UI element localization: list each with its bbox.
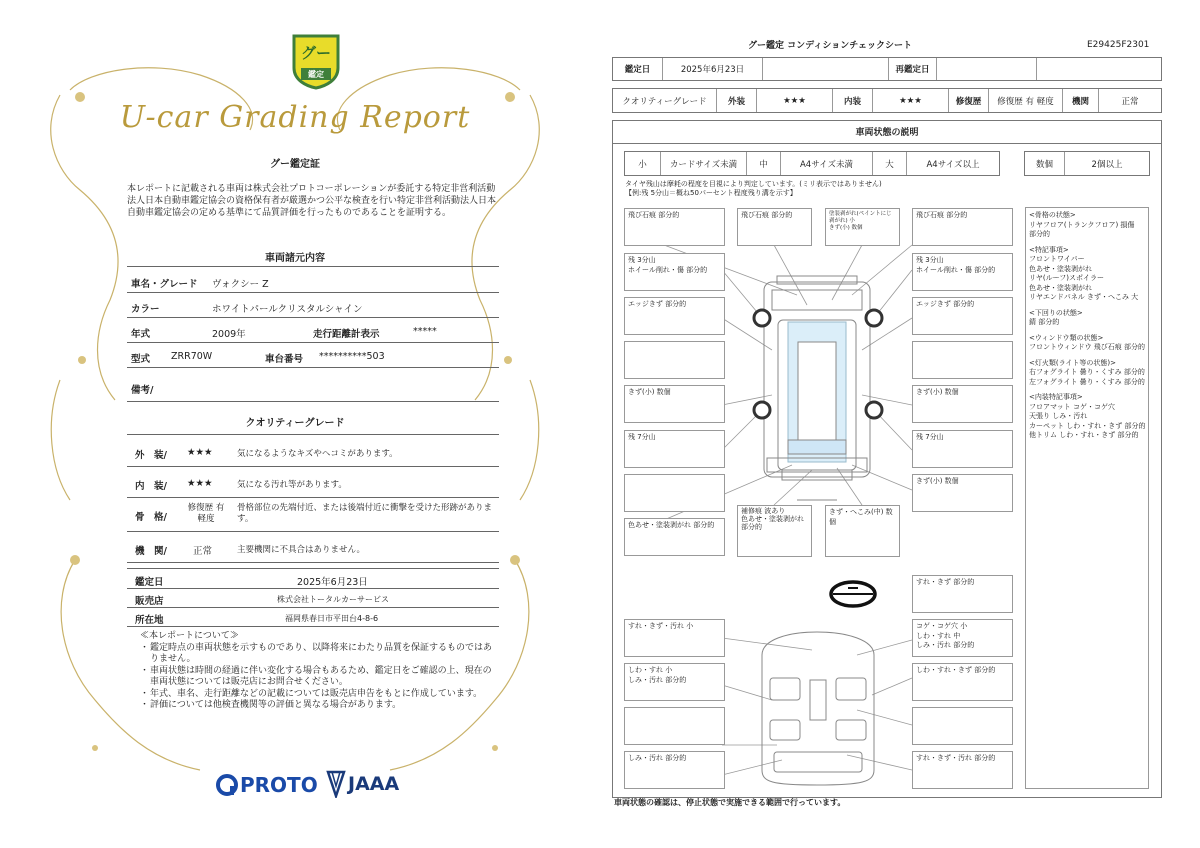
- steering-wheel-icon: [831, 582, 875, 606]
- car-exterior-view: [764, 276, 870, 500]
- ext-right-rear-door: きず(小) 数個: [912, 385, 1013, 423]
- remarks-label: 備考/: [131, 385, 154, 396]
- quality-table: クオリティーグレード 外装 ★★★ 内装 ★★★ 修復歴 修復歴 有 軽度 機関 正常: [612, 88, 1162, 113]
- ext-tire-front-right: 残 3分山 ホイール削れ・傷 部分的: [912, 253, 1013, 291]
- ext-tire-front-left: 残 3分山 ホイール削れ・傷 部分的: [624, 253, 725, 291]
- chassis-value: **********503: [319, 351, 385, 362]
- cert-title: グー鑑定証: [270, 159, 320, 170]
- model-label: 型式: [131, 354, 151, 365]
- report-notes: ≪本レポートについて≫ ・ 鑑定時点の車両状態を示すものであり、以降将来にわたり品質を保証するものではありません。 ・ 車両状態は時間の経過に伴い変化する場合もあるため、鑑定日をご確認の上、現在の車両状態については販売店にお問合せください。 ・ 年式、車名、走行距離などの記載については販売店申告をもとに作成しています。 ・ 評価については他検査機関等の評価と異なる場合があります。: [140, 631, 495, 712]
- ext-right-middle: [912, 341, 1013, 379]
- footer-note: 車両状態の確認は、停止状態で実施できる範囲で行っています。: [614, 798, 846, 807]
- color-label: カラー: [131, 304, 160, 315]
- badge-sub: 鑑定: [308, 70, 324, 79]
- condition-notes: <骨格の状態> リヤフロア(トランクフロア) 損傷 部分的 <特記事項> フロントワイパー 色あせ・塗装剥がれ リヤ(ルーフ)スポイラー 色あせ・塗装剥がれ リヤエンドパネル きず・へこみ 大 <下回りの状態> 錆 部分的 <ウィンドウ類の状態> フロントウィンドウ 飛び石痕 部分的 <灯火類(ライト等の状態)> 右フォグライト 曇り・くすみ 部分的 左フォグライト 曇り・くすみ 部分的 <内装特記事項> フロアマット コゲ・コゲ穴 天張り しみ・汚れ カーペット しわ・すれ・きず 部分的 他トリム しわ・すれ・きず 部分的: [1025, 207, 1149, 789]
- ext-left-rear-door: きず(小) 数個: [624, 385, 725, 423]
- row-model: [127, 343, 499, 368]
- int-dashboard: すれ・きず 部分的: [912, 575, 1013, 613]
- ext-rear-left: 色あせ・塗装剥がれ 部分的: [624, 518, 725, 556]
- chassis-label: 車台番号: [265, 354, 304, 365]
- ext-left-rear: [624, 474, 725, 512]
- car-name-label: 車名・グレード: [131, 279, 198, 290]
- year-label: 年式: [131, 329, 151, 340]
- ext-right-edge: エッジきず 部分的: [912, 297, 1013, 335]
- year-value: 2009年: [212, 329, 246, 340]
- quality-title: クオリティーグレード: [245, 418, 345, 429]
- tire-note: タイヤ残山は摩耗の程度を目視により判定しています。(ミリ表示ではありません) 【例:残 5分山＝概ね50パーセント程度残り溝を示す】: [625, 180, 882, 197]
- ext-left-middle: [624, 341, 725, 379]
- row-address: 所在地 福岡県春日市平田台4-8-6: [127, 608, 499, 627]
- jaaa-logo: JAAA: [326, 770, 406, 798]
- sheet-id: E29425F2301: [1087, 40, 1150, 50]
- size-legend: 小 カードサイズ未満 中 A4サイズ未満 大 A4サイズ以上: [624, 151, 1000, 176]
- mileage-label: 走行距離計表示: [313, 329, 380, 340]
- mileage-value: *****: [413, 326, 437, 337]
- row-shop: 販売店 株式会社トータルカーサービス: [127, 589, 499, 608]
- ext-front-left: 飛び石痕 部分的: [624, 208, 725, 246]
- int-front-right: コゲ・コゲ穴 小 しわ・すれ 中 しみ・汚れ 部分的: [912, 619, 1013, 657]
- int-rear-left: しみ・汚れ 部分的: [624, 751, 725, 789]
- grade-frame: 骨 格/ 修復歴 有 軽度 骨格部位の先端付近、または後端付近に衝撃を受けた形跡があります。: [127, 498, 499, 532]
- grading-report: [0, 0, 590, 848]
- grade-interior: 内 装/ ★★★ 気になる汚れ等があります。: [127, 467, 499, 498]
- ext-front-right: 飛び石痕 部分的: [912, 208, 1013, 246]
- int-front-left: すれ・きず・汚れ 小: [624, 619, 725, 657]
- row-remarks: [127, 368, 499, 402]
- ext-front-center-right: 塗装剥がれ(ペイントにじ剥がれ) 小 きず(小) 数個: [825, 208, 900, 246]
- ext-right-rear: きず(小) 数個: [912, 474, 1013, 512]
- ext-front-center-left: 飛び石痕 部分的: [737, 208, 812, 246]
- model-value: ZRR70W: [171, 351, 213, 362]
- desc-title: 車両状態の説明: [612, 120, 1162, 144]
- int-mid-right: しわ・すれ・きず 部分的: [912, 663, 1013, 701]
- row-color: [127, 293, 499, 318]
- badge-text: グー: [300, 44, 331, 62]
- grade-exterior: 外 装/ ★★★ 気になるようなキズやヘコミがあります。: [127, 436, 499, 467]
- int-rear-left-seat: [624, 707, 725, 745]
- script-title: U-car Grading Report: [119, 100, 471, 135]
- ext-left-edge: エッジきず 部分的: [624, 297, 725, 335]
- int-rear-right-seat: [912, 707, 1013, 745]
- car-name: ヴォクシー Z: [212, 279, 269, 290]
- ext-tire-rear-left: 残 7分山: [624, 430, 725, 468]
- proto-logo: PROTO: [216, 772, 320, 798]
- specs-title: 車両諸元内容: [265, 253, 325, 264]
- ext-rear-center-right: きず・へこみ(中) 数個: [825, 505, 900, 557]
- count-legend: 数個 2個以上: [1024, 151, 1150, 176]
- row-car-name: [127, 268, 499, 293]
- grade-engine: 機 関/ 正常 主要機関に不具合はありません。: [127, 532, 499, 563]
- row-year: [127, 318, 499, 343]
- goo-badge: [288, 30, 344, 90]
- ext-rear-center-left: 補修痕 波あり 色あせ・塗装剥がれ 部分的: [737, 505, 812, 557]
- int-rear-right: すれ・きず・汚れ 部分的: [912, 751, 1013, 789]
- intro-text: 本レポートに記載される車両は株式会社プロトコーポレーションが委託する特定非営利活動法人日本自動車鑑定協会の資格保有者が厳選かつ公平な検査を行い特定非営利活動法人日本自動車鑑定協会の定める基準にて品質評価を行ったものであることを証明する。: [127, 184, 497, 218]
- date-table: 鑑定日 2025年6月23日 再鑑定日: [612, 57, 1162, 81]
- row-date: 鑑定日 2025年6月23日: [127, 568, 499, 589]
- color-value: ホワイトパールクリスタルシャイン: [212, 304, 363, 315]
- int-mid-left: しわ・すれ 小 しみ・汚れ 部分的: [624, 663, 725, 701]
- ext-tire-rear-right: 残 7分山: [912, 430, 1013, 468]
- sheet-title: グー鑑定 コンディションチェックシート: [748, 41, 912, 51]
